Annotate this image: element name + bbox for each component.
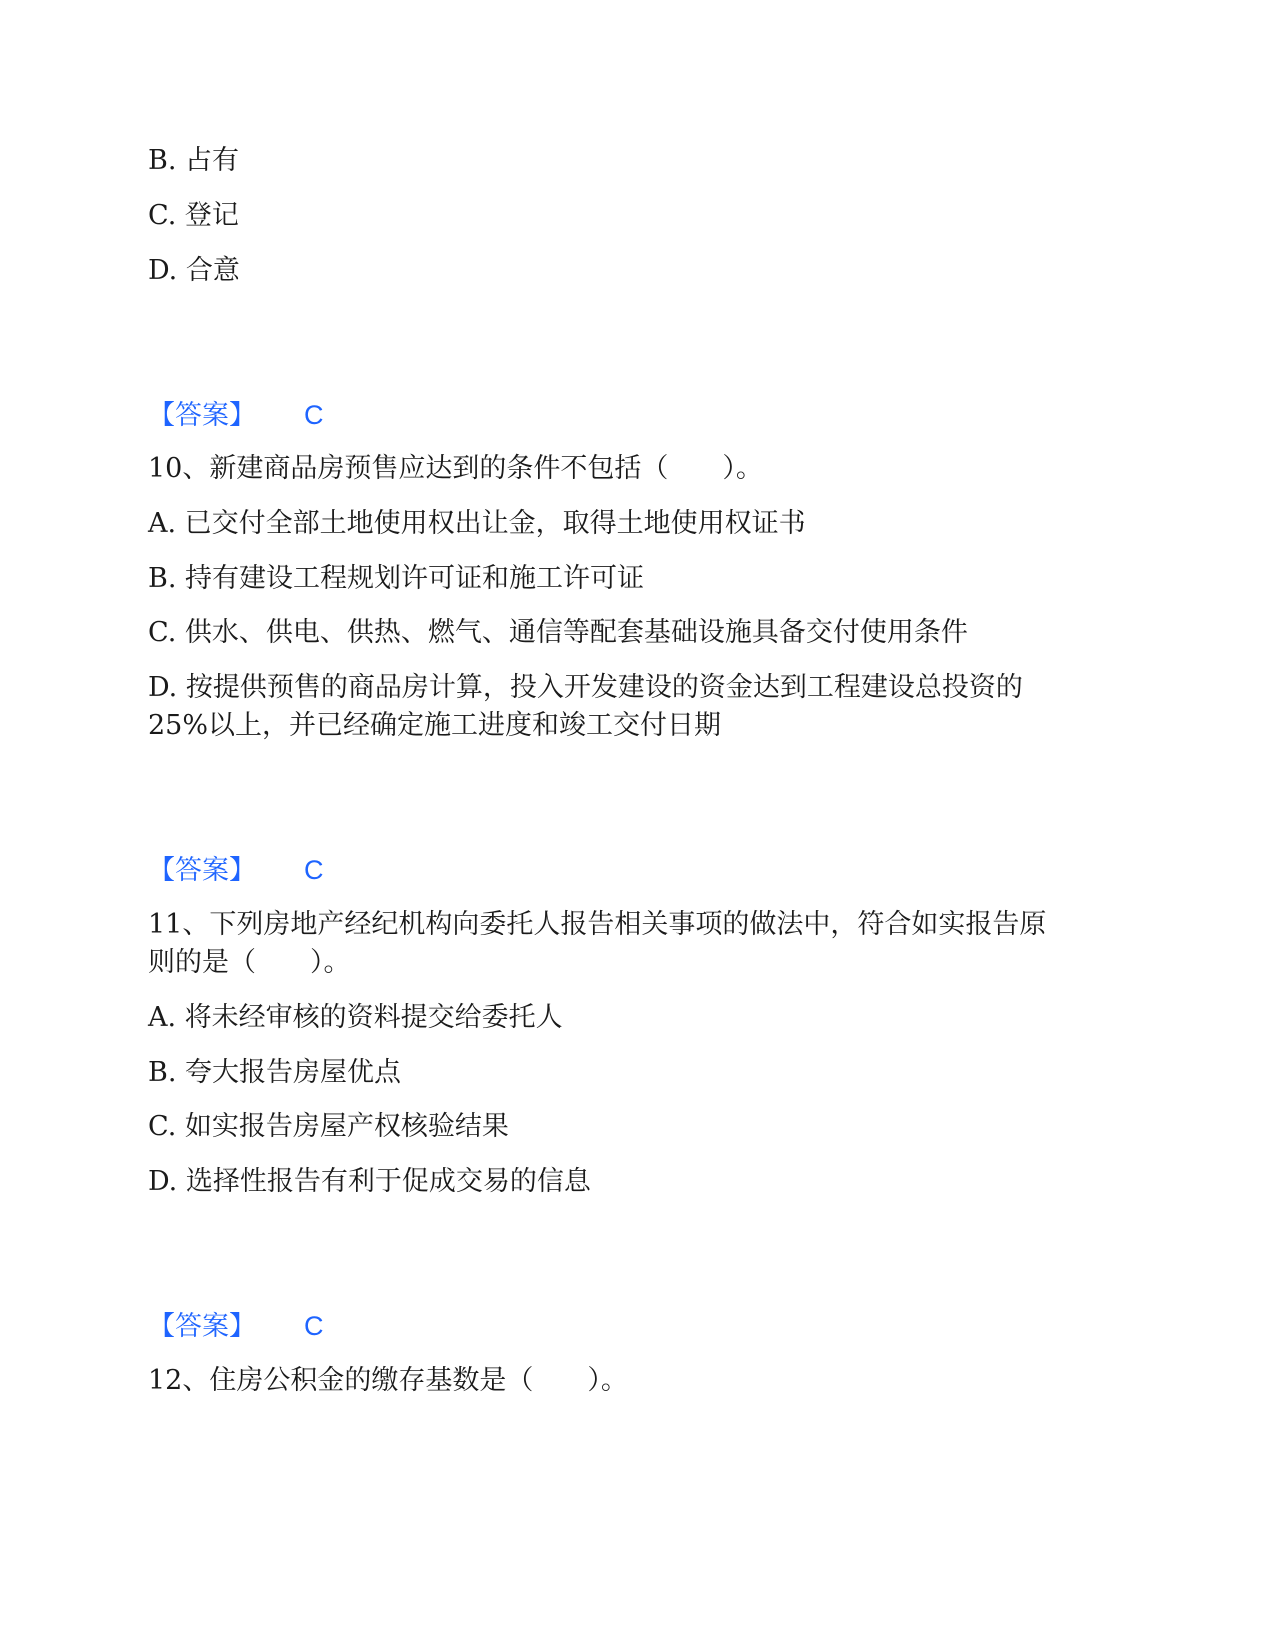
q10-stem: 10、新建商品房预售应达到的条件不包括（ ）。 [148, 453, 763, 484]
answer-value: C [304, 1311, 324, 1341]
answer-value: C [304, 400, 324, 430]
q11-stem-line1: 11、下列房地产经纪机构向委托人报告相关事项的做法中，符合如实报告原 [148, 909, 1047, 940]
q10-option-c: C. 供水、供电、供热、燃气、通信等配套基础设施具备交付使用条件 [148, 617, 968, 648]
q10-option-a: A. 已交付全部土地使用权出让金，取得土地使用权证书 [148, 508, 806, 539]
q11-option-a: A. 将未经审核的资料提交给委托人 [148, 1002, 563, 1033]
answer-tag: 【答案】 [148, 1311, 256, 1342]
q12-stem: 12、住房公积金的缴存基数是（ ）。 [148, 1365, 628, 1396]
q9-answer [148, 398, 324, 433]
answer-tag: 【答案】 [148, 400, 256, 431]
q10-answer [148, 853, 324, 888]
q11-stem-line2: 则的是（ ）。 [148, 947, 351, 978]
q11-option-b: B. 夸大报告房屋优点 [148, 1057, 402, 1088]
q9-option-d: D. 合意 [148, 255, 240, 286]
q10-option-d: D. 按提供预售的商品房计算，投入开发建设的资金达到工程建设总投资的 [148, 672, 1023, 703]
q9-option-c: C. 登记 [148, 200, 239, 231]
q10-option-d-continued: 25%以上，并已经确定施工进度和竣工交付日期 [148, 710, 722, 741]
q11-option-d: D. 选择性报告有利于促成交易的信息 [148, 1166, 591, 1197]
q10-option-b: B. 持有建设工程规划许可证和施工许可证 [148, 563, 645, 594]
q11-option-c: C. 如实报告房屋产权核验结果 [148, 1111, 509, 1142]
q9-option-b: B. 占有 [148, 145, 240, 176]
answer-value: C [304, 855, 324, 885]
answer-tag: 【答案】 [148, 855, 256, 886]
q11-answer [148, 1309, 324, 1344]
